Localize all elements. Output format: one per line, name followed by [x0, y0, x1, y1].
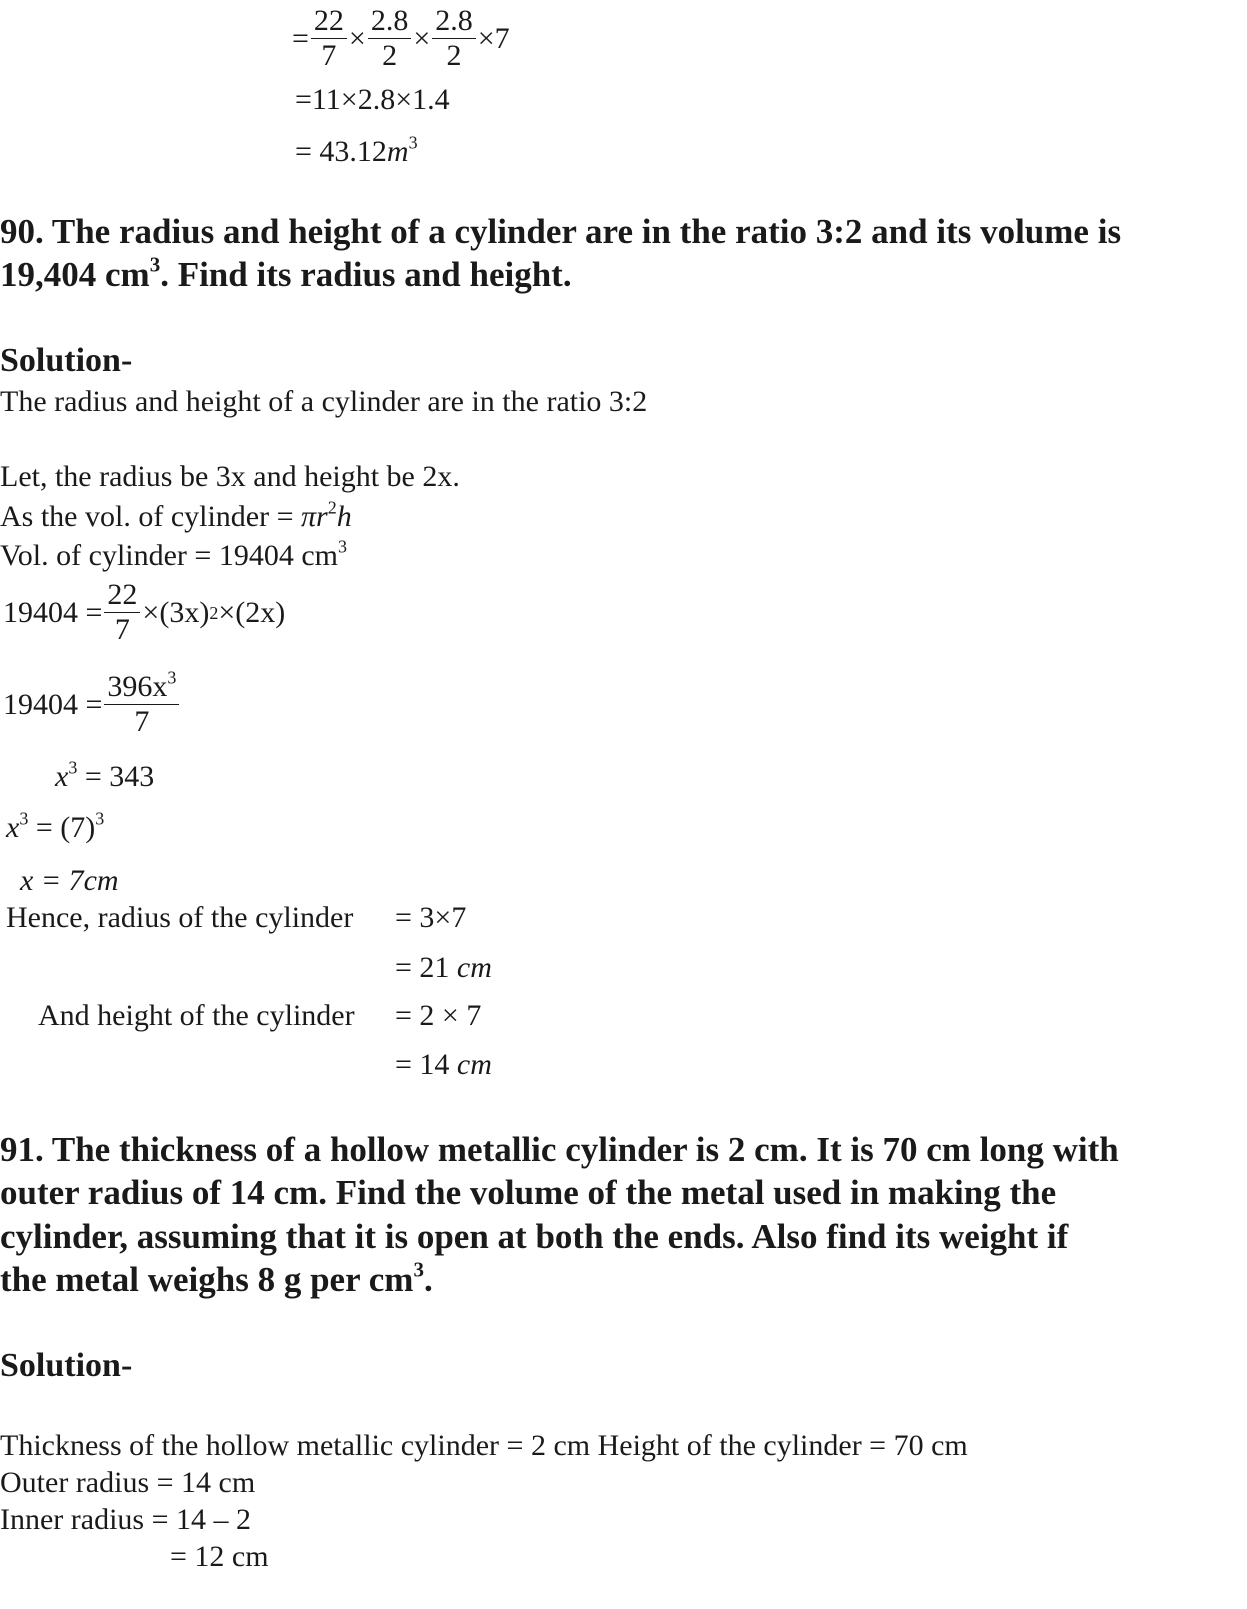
equation: [20, 863, 119, 899]
solution-text: = 12 cm: [170, 1540, 269, 1573]
prev-equation-1: [292, 4, 510, 73]
question-90-line: 90. The radius and height of a cylinder are in the ratio 3:2 and its volume is: [0, 212, 1122, 251]
formula: h: [336, 500, 352, 533]
denominator: 7: [321, 39, 337, 72]
prev-equation-2: =11×2.8×1.4: [295, 83, 450, 116]
text: 396x: [107, 670, 168, 703]
result-value: [395, 950, 492, 986]
denominator: 7: [134, 705, 150, 738]
text: . Find its radius and height.: [160, 255, 572, 294]
prev-equation-3: [295, 134, 418, 170]
text: Vol. of cylinder = 19404 cm: [0, 539, 338, 572]
exponent: 3: [413, 1257, 424, 1282]
value: = 21: [395, 951, 457, 984]
value: x = 7: [20, 864, 84, 897]
exponent: 3: [19, 808, 29, 829]
numerator: 22: [104, 578, 140, 613]
question-91-line: outer radius of 14 cm. Find the volume of the metal used in making the: [0, 1173, 1057, 1212]
term: ×(3x): [142, 595, 210, 629]
var: x: [55, 760, 69, 793]
text: As the vol. of cylinder =: [0, 500, 302, 533]
unit: cm: [456, 1048, 492, 1081]
result-value: = 2 × 7: [395, 999, 482, 1032]
exponent: 3: [337, 536, 347, 557]
numerator: 22: [311, 4, 347, 39]
rhs: = 343: [77, 760, 155, 793]
exponent: 3: [167, 667, 177, 688]
rhs: = (7): [28, 811, 96, 844]
solution-text: Thickness of the hollow metallic cylinder = 2 cm Height of the cylinder = 70 cm: [0, 1429, 968, 1462]
denominator: 2: [446, 39, 462, 72]
solution-text: Outer radius = 14 cm: [0, 1466, 256, 1499]
denominator: 7: [114, 613, 130, 646]
result-value: [395, 1047, 492, 1083]
numerator: [104, 667, 179, 705]
exponent: 3: [149, 252, 161, 277]
solution-text: [0, 499, 352, 535]
tail: ×7: [477, 21, 510, 55]
solution-heading: Solution-: [0, 342, 133, 379]
fraction: [368, 4, 412, 73]
text: .: [423, 1260, 433, 1299]
lhs: 19404 =: [3, 687, 103, 721]
equation: [6, 810, 104, 846]
exponent: 3: [95, 808, 105, 829]
exponent: 3: [68, 757, 78, 778]
question-91-line: [0, 1258, 433, 1301]
fraction: [104, 578, 140, 647]
numerator: 2.8: [368, 4, 412, 39]
question-91-line: cylinder, assuming that it is open at both the ends. Also find its weight if: [0, 1217, 1069, 1256]
text: 19,404 cm: [0, 255, 150, 294]
equals: =: [292, 21, 309, 55]
equation: [55, 759, 154, 795]
value: = 14: [395, 1048, 457, 1081]
question-90-line: [0, 253, 572, 296]
exponent: 2: [327, 497, 337, 518]
times: ×: [348, 21, 366, 55]
fraction: [432, 4, 476, 73]
result-value: = 3×7: [395, 901, 467, 934]
solution-text: The radius and height of a cylinder are in the ratio 3:2: [0, 385, 648, 418]
term: ×(2x): [218, 595, 286, 629]
unit: cm: [456, 951, 492, 984]
var: x: [6, 811, 20, 844]
solution-text: Inner radius = 14 – 2: [0, 1503, 252, 1536]
lhs: 19404 =: [3, 595, 103, 629]
solution-heading: Solution-: [0, 1347, 133, 1384]
denominator: 2: [382, 39, 398, 72]
exponent: 3: [408, 132, 418, 153]
result-label: And height of the cylinder: [38, 999, 355, 1032]
formula: πr: [301, 500, 328, 533]
result-label: Hence, radius of the cylinder: [6, 901, 354, 934]
fraction: [311, 4, 347, 73]
equation: 19404 = $\frac{22}{7}$ ×(3x) 2 ×(2x): [3, 578, 286, 646]
text: the metal weighs 8 g per cm: [0, 1260, 414, 1299]
question-91-line: 91. The thickness of a hollow metallic cylinder is 2 cm. It is 70 cm long with: [0, 1130, 1119, 1169]
value: = 43.12: [295, 135, 387, 168]
unit: m: [386, 135, 409, 168]
solution-text: Let, the radius be 3x and height be 2x.: [0, 460, 460, 493]
times: ×: [413, 21, 431, 55]
fraction: [104, 667, 179, 739]
numerator: 2.8: [432, 4, 476, 39]
unit: cm: [83, 864, 119, 897]
solution-text: [0, 538, 347, 574]
equation: [3, 667, 181, 739]
